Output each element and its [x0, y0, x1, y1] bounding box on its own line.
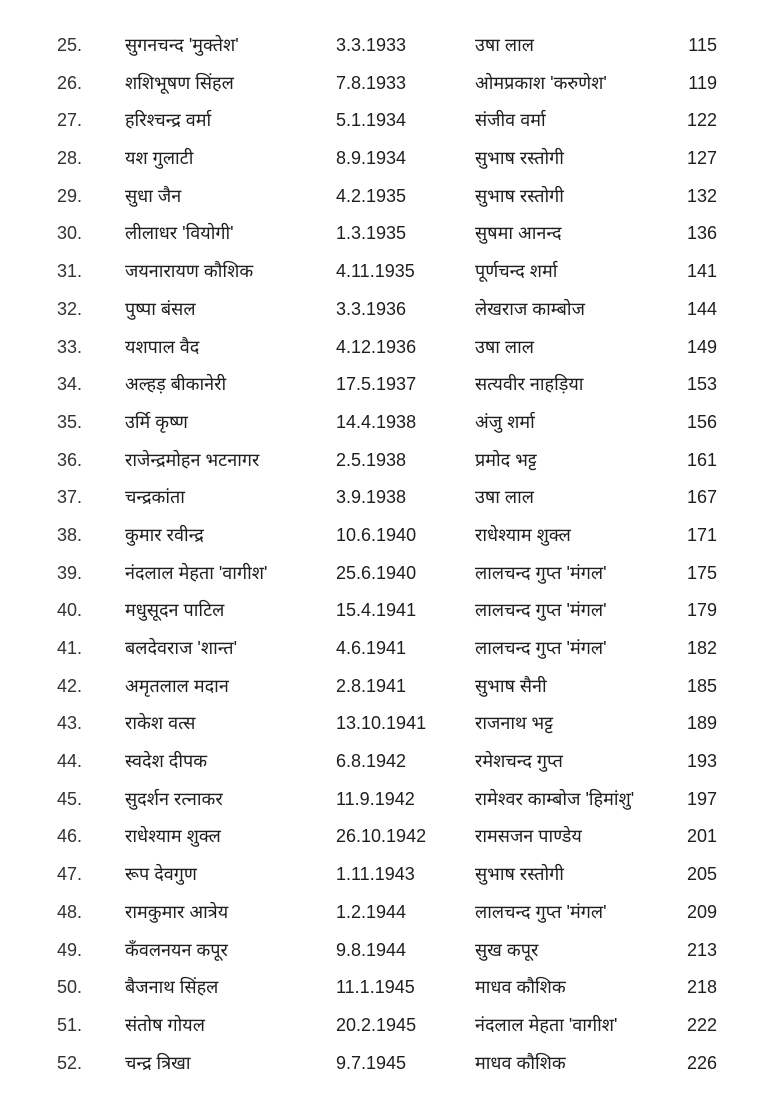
birth-date: 2.5.1938	[336, 449, 407, 470]
entry-number: 45.	[57, 788, 83, 809]
birth-date: 11.1.1945	[336, 977, 415, 998]
editor-name: माधव कौशिक	[475, 977, 566, 998]
birth-date: 5.1.1934	[336, 110, 407, 131]
page-number: 171	[686, 524, 717, 545]
entry-number: 26.	[57, 72, 83, 93]
author-name: मधुसूदन पाटिल	[125, 600, 225, 621]
toc-entry	[0, 781, 780, 819]
entry-number: 44.	[57, 751, 83, 772]
toc-entry	[0, 479, 780, 517]
birth-date: 3.3.1933	[336, 35, 407, 55]
editor-name: सुभाष सैनी	[475, 675, 547, 696]
page-number: 209	[686, 901, 717, 922]
author-name: अमृतलाल मदान	[125, 675, 229, 696]
editor-name: प्रमोद भट्ट	[475, 449, 537, 470]
editor-name: रामसजन पाण्डेय	[475, 826, 582, 847]
toc-entry	[0, 705, 780, 743]
toc-entry	[0, 1045, 780, 1083]
author-name: रूप देवगुण	[125, 864, 197, 885]
page-number: 115	[688, 35, 717, 55]
editor-name: लेखराज काम्बोज	[475, 298, 585, 319]
birth-date: 10.6.1940	[336, 524, 417, 545]
entry-number: 25.	[57, 35, 83, 55]
author-name: राधेश्याम शुक्ल	[125, 826, 221, 847]
page-number: 201	[686, 826, 717, 847]
entry-number: 46.	[57, 826, 83, 847]
author-name: लीलाधर 'वियोगी'	[125, 223, 234, 244]
birth-date: 14.4.1938	[336, 411, 417, 432]
birth-date: 9.8.1944	[336, 939, 407, 960]
page-number: 161	[686, 449, 717, 470]
editor-name: राधेश्याम शुक्ल	[475, 524, 571, 545]
author-name: चन्द्रकांता	[125, 487, 185, 508]
page-number: 119	[688, 72, 717, 93]
birth-date: 20.2.1945	[336, 1014, 417, 1035]
birth-date: 4.12.1936	[336, 336, 417, 357]
birth-date: 13.10.1941	[336, 713, 427, 734]
toc-entry	[0, 65, 780, 103]
birth-date: 15.4.1941	[336, 600, 417, 621]
editor-name: नंदलाल मेहता 'वागीश'	[475, 1014, 618, 1035]
entry-number: 31.	[57, 261, 83, 282]
toc-entry	[0, 442, 780, 480]
toc-entry	[0, 215, 780, 253]
entry-number: 27.	[57, 110, 83, 131]
author-name: स्वदेश दीपक	[125, 751, 208, 772]
birth-date: 1.3.1935	[336, 223, 407, 244]
birth-date: 3.3.1936	[336, 298, 407, 319]
entry-number: 43.	[57, 713, 83, 734]
entry-number: 50.	[57, 977, 83, 998]
editor-name: लालचन्द गुप्त 'मंगल'	[475, 901, 607, 922]
page-number: 153	[686, 374, 717, 395]
birth-date: 1.2.1944	[336, 901, 407, 922]
editor-name: रमेशचन्द गुप्त	[475, 751, 563, 772]
editor-name: सुषमा आनन्द	[475, 223, 562, 244]
editor-name: उषा लाल	[475, 336, 535, 357]
birth-date: 8.9.1934	[336, 148, 407, 169]
birth-date: 4.11.1935	[336, 261, 415, 282]
author-name: सुगनचन्द 'मुक्तेश'	[125, 35, 239, 55]
birth-date: 2.8.1941	[336, 675, 407, 696]
toc-entry	[0, 517, 780, 555]
toc-entry	[0, 102, 780, 140]
page-number: 167	[686, 487, 717, 508]
toc-entry	[0, 668, 780, 706]
editor-name: संजीव वर्मा	[475, 110, 546, 131]
table-of-contents	[0, 27, 780, 1082]
page-number: 193	[686, 751, 717, 772]
entry-number: 41.	[57, 638, 83, 658]
editor-name: राजनाथ भट्ट	[475, 713, 553, 734]
author-name: राकेश वत्स	[125, 713, 196, 734]
entry-number: 47.	[57, 864, 83, 885]
toc-entry	[0, 818, 780, 856]
birth-date: 4.6.1941	[336, 638, 407, 658]
entry-number: 48.	[57, 901, 83, 922]
author-name: जयनारायण कौशिक	[125, 261, 254, 282]
birth-date: 9.7.1945	[336, 1052, 407, 1073]
entry-number: 30.	[57, 223, 83, 244]
entry-number: 39.	[57, 562, 83, 583]
toc-entry	[0, 630, 780, 668]
editor-name: ओमप्रकाश 'करुणेश'	[475, 72, 607, 93]
author-name: बैजनाथ सिंहल	[125, 977, 219, 998]
toc-entry	[0, 140, 780, 178]
author-name: रामकुमार आत्रेय	[125, 901, 229, 922]
page-number: 136	[686, 223, 717, 244]
page-number: 179	[686, 600, 717, 621]
toc-entry	[0, 555, 780, 593]
editor-name: उषा लाल	[475, 35, 535, 55]
birth-date: 4.2.1935	[336, 185, 407, 206]
toc-entry	[0, 856, 780, 894]
entry-number: 51.	[57, 1014, 83, 1035]
page-number: 218	[686, 977, 717, 998]
page-number: 149	[686, 336, 717, 357]
author-name: नंदलाल मेहता 'वागीश'	[125, 562, 268, 583]
birth-date: 1.11.1943	[336, 864, 415, 885]
page-number: 175	[686, 562, 717, 583]
author-name: अल्हड़ बीकानेरी	[125, 374, 227, 395]
author-name: राजेन्द्रमोहन भटनागर	[125, 449, 260, 470]
toc-entry	[0, 329, 780, 367]
editor-name: सत्यवीर नाहड़िया	[475, 374, 584, 395]
editor-name: सुभाष रस्तोगी	[475, 185, 564, 206]
entry-number: 52.	[57, 1052, 83, 1073]
editor-name: लालचन्द गुप्त 'मंगल'	[475, 562, 607, 583]
author-name: चन्द्र त्रिखा	[125, 1052, 191, 1073]
page-number: 132	[686, 185, 717, 206]
editor-name: सुख कपूर	[475, 939, 539, 960]
page-number: 182	[686, 638, 717, 658]
author-name: सुदर्शन रत्नाकर	[125, 788, 223, 809]
birth-date: 7.8.1933	[336, 72, 407, 93]
birth-date: 25.6.1940	[336, 562, 417, 583]
page-number: 205	[686, 864, 717, 885]
page-number: 197	[686, 788, 717, 809]
author-name: संतोष गोयल	[125, 1014, 205, 1035]
toc-entry	[0, 291, 780, 329]
page-number: 144	[686, 298, 717, 319]
page-number: 213	[686, 939, 717, 960]
editor-name: सुभाष रस्तोगी	[475, 864, 564, 885]
entry-number: 37.	[57, 487, 83, 508]
toc-entry	[0, 932, 780, 970]
entry-number: 36.	[57, 449, 83, 470]
author-name: यशपाल वैद	[125, 336, 200, 357]
page-number: 189	[686, 713, 717, 734]
birth-date: 3.9.1938	[336, 487, 407, 508]
author-name: यश गुलाटी	[125, 148, 194, 169]
entry-number: 34.	[57, 374, 83, 395]
birth-date: 26.10.1942	[336, 826, 427, 847]
toc-entry	[0, 592, 780, 630]
toc-entry	[0, 178, 780, 216]
page-number: 226	[686, 1052, 717, 1073]
editor-name: अंजु शर्मा	[475, 411, 535, 432]
birth-date: 17.5.1937	[336, 374, 417, 395]
editor-name: लालचन्द गुप्त 'मंगल'	[475, 638, 607, 658]
editor-name: लालचन्द गुप्त 'मंगल'	[475, 600, 607, 621]
author-name: पुष्पा बंसल	[125, 298, 196, 319]
toc-entry	[0, 969, 780, 1007]
page-number: 141	[686, 261, 717, 282]
page-number: 185	[686, 675, 717, 696]
toc-entry	[0, 743, 780, 781]
toc-entry	[0, 27, 780, 65]
author-name: बलदेवराज 'शान्त'	[125, 638, 238, 658]
editor-name: उषा लाल	[475, 487, 535, 508]
toc-entry	[0, 894, 780, 932]
editor-name: सुभाष रस्तोगी	[475, 148, 564, 169]
toc-entry	[0, 366, 780, 404]
entry-number: 42.	[57, 675, 83, 696]
entry-number: 33.	[57, 336, 83, 357]
entry-number: 40.	[57, 600, 83, 621]
editor-name: माधव कौशिक	[475, 1052, 566, 1073]
author-name: शशिभूषण सिंहल	[125, 72, 234, 93]
entry-number: 35.	[57, 411, 83, 432]
toc-entry	[0, 1007, 780, 1045]
entry-number: 29.	[57, 185, 83, 206]
page-number: 127	[686, 148, 717, 169]
birth-date: 6.8.1942	[336, 751, 407, 772]
author-name: सुधा जैन	[125, 185, 182, 206]
author-name: उर्मि कृष्ण	[125, 411, 188, 432]
author-name: कँवलनयन कपूर	[125, 939, 228, 960]
toc-entry	[0, 253, 780, 291]
page-number: 156	[686, 411, 717, 432]
entry-number: 32.	[57, 298, 83, 319]
entry-number: 49.	[57, 939, 83, 960]
author-name: हरिश्चन्द्र वर्मा	[125, 110, 212, 131]
page-number: 222	[686, 1014, 717, 1035]
author-name: कुमार रवीन्द्र	[125, 524, 204, 545]
toc-entry	[0, 404, 780, 442]
entry-number: 38.	[57, 524, 83, 545]
entry-number: 28.	[57, 148, 83, 169]
editor-name: रामेश्वर काम्बोज 'हिमांशु'	[475, 788, 635, 809]
editor-name: पूर्णचन्द शर्मा	[475, 261, 558, 282]
birth-date: 11.9.1942	[336, 788, 415, 809]
page-number: 122	[686, 110, 717, 131]
